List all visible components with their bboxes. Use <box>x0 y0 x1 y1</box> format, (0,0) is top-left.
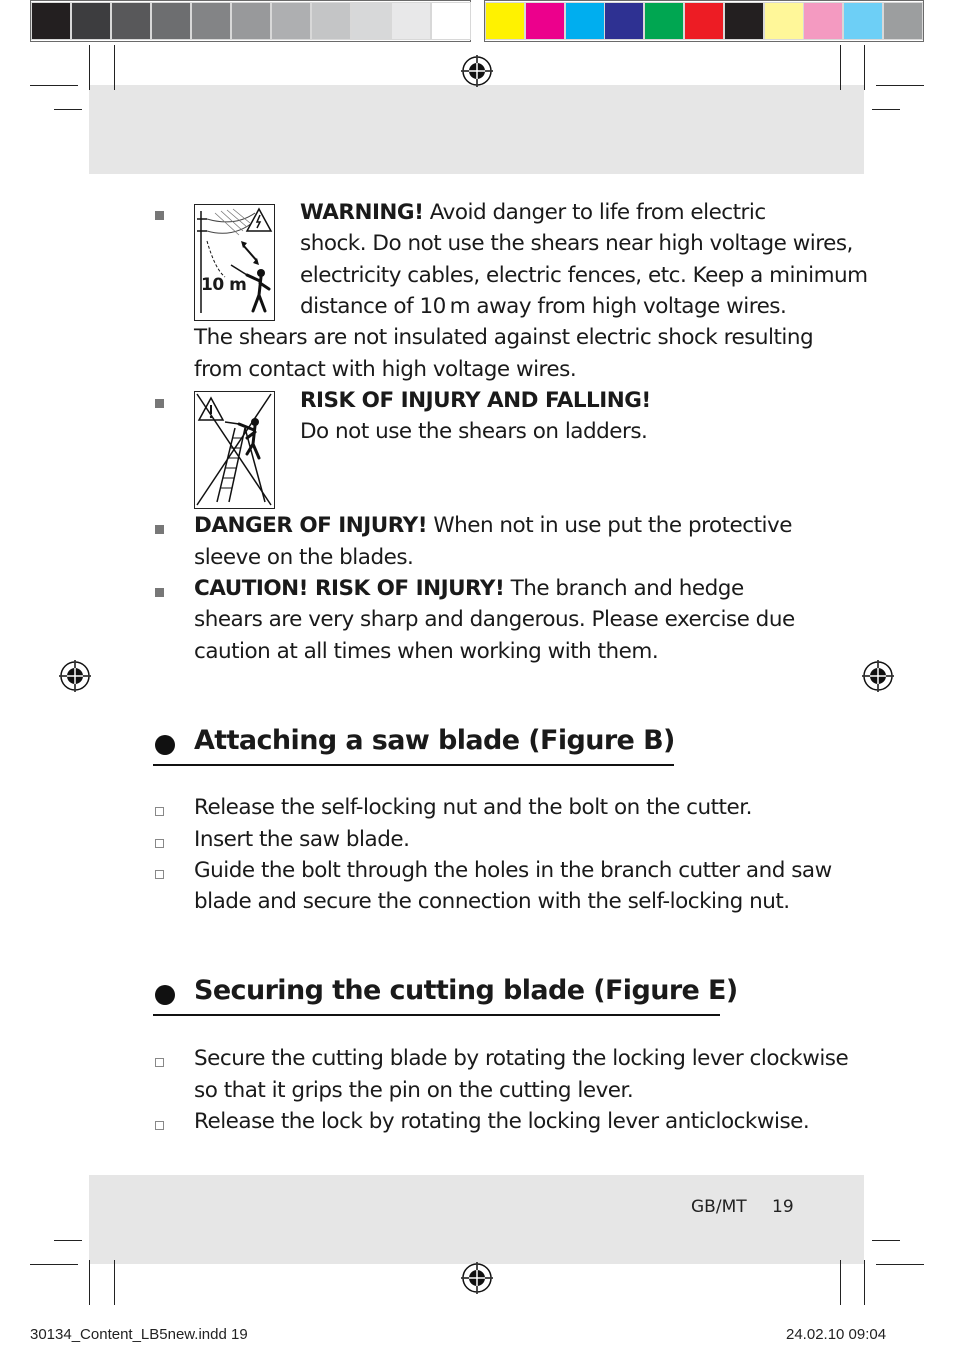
heading-underline <box>153 1014 720 1016</box>
checkbox-bullet <box>155 839 164 848</box>
process-color-swatch <box>525 2 565 40</box>
step-line: Release the self-locking nut and the bolt on the cutter. <box>194 795 752 820</box>
footer-locale: GB/MT <box>691 1197 747 1217</box>
checkbox-bullet <box>155 1058 164 1067</box>
step-line: so that it grips the pin on the cutting lever. <box>194 1078 634 1103</box>
registration-mark-icon <box>862 660 894 692</box>
section-heading: Securing the cutting blade (Figure E) <box>194 975 738 1006</box>
grayscale-swatch <box>111 2 151 40</box>
warning-line: Do not use the shears on ladders. <box>300 419 648 444</box>
grayscale-swatch <box>151 2 191 40</box>
process-color-swatch <box>843 2 883 40</box>
grayscale-swatch <box>391 2 431 40</box>
ladder-fall-warning-icon <box>194 391 275 509</box>
warning-line: distance of 10 m away from high voltage wires. <box>300 294 787 319</box>
checkbox-bullet <box>155 870 164 879</box>
warning-line: CAUTION! RISK OF INJURY! The branch and hedge <box>194 576 744 601</box>
warning-line: The shears are not insulated against electric shock resulting <box>194 325 814 350</box>
process-color-swatch <box>644 2 684 40</box>
warning-line: shears are very sharp and dangerous. Please exercise due <box>194 607 795 632</box>
warning-line: DANGER OF INJURY! When not in use put the protective <box>194 513 792 538</box>
grayscale-swatch <box>271 2 311 40</box>
warning-title: RISK OF INJURY AND FALLING! <box>300 388 651 413</box>
grayscale-swatch <box>191 2 231 40</box>
square-bullet <box>155 211 164 220</box>
registration-mark-icon <box>461 55 493 87</box>
warning-title: DANGER OF INJURY! <box>194 513 428 538</box>
process-color-swatch <box>485 2 525 40</box>
heading-bullet <box>155 985 175 1005</box>
header-band <box>89 85 864 174</box>
registration-mark-icon <box>461 1262 493 1294</box>
process-color-swatch <box>604 2 644 40</box>
section-heading: Attaching a saw blade (Figure B) <box>194 725 675 756</box>
process-color-swatch <box>684 2 724 40</box>
warning-title: CAUTION! RISK OF INJURY! <box>194 576 505 601</box>
grayscale-swatch <box>31 2 71 40</box>
process-color-swatch <box>764 2 804 40</box>
step-line: Release the lock by rotating the locking lever anticlockwise. <box>194 1109 810 1134</box>
page-number: 19 <box>772 1197 794 1217</box>
grayscale-swatch <box>351 2 391 40</box>
warning-line: sleeve on the blades. <box>194 545 414 570</box>
warning-line: electricity cables, electric fences, etc. Keep a minimum <box>300 263 868 288</box>
process-color-swatch <box>883 2 923 40</box>
square-bullet <box>155 525 164 534</box>
step-line: Secure the cutting blade by rotating the locking lever clockwise <box>194 1046 849 1071</box>
square-bullet <box>155 399 164 408</box>
distance-label: 10 m <box>201 275 247 295</box>
registration-mark-icon <box>59 660 91 692</box>
grayscale-swatch <box>71 2 111 40</box>
warning-line: shock. Do not use the shears near high voltage wires, <box>300 231 853 256</box>
process-color-swatch <box>565 2 605 40</box>
warning-line: from contact with high voltage wires. <box>194 357 577 382</box>
step-line: Insert the saw blade. <box>194 827 410 852</box>
grayscale-swatch <box>431 2 471 40</box>
process-color-swatch <box>724 2 764 40</box>
grayscale-swatch <box>311 2 351 40</box>
step-line: Guide the bolt through the holes in the branch cutter and saw <box>194 858 832 883</box>
checkbox-bullet <box>155 1121 164 1130</box>
slug-datetime: 24.02.10 09:04 <box>786 1326 887 1343</box>
step-line: blade and secure the connection with the self-locking nut. <box>194 889 790 914</box>
warning-line: WARNING! Avoid danger to life from electric <box>300 200 766 225</box>
process-color-swatch <box>803 2 843 40</box>
warning-line: caution at all times when working with them. <box>194 639 659 664</box>
electric-shock-10m-warning-icon <box>194 204 275 321</box>
slug-filename: 30134_Content_LB5new.indd 19 <box>30 1326 248 1343</box>
warning-title: WARNING! <box>300 200 424 225</box>
checkbox-bullet <box>155 807 164 816</box>
heading-underline <box>153 764 674 766</box>
footer-band <box>89 1175 864 1264</box>
heading-bullet <box>155 735 175 755</box>
square-bullet <box>155 588 164 597</box>
grayscale-swatch <box>231 2 271 40</box>
